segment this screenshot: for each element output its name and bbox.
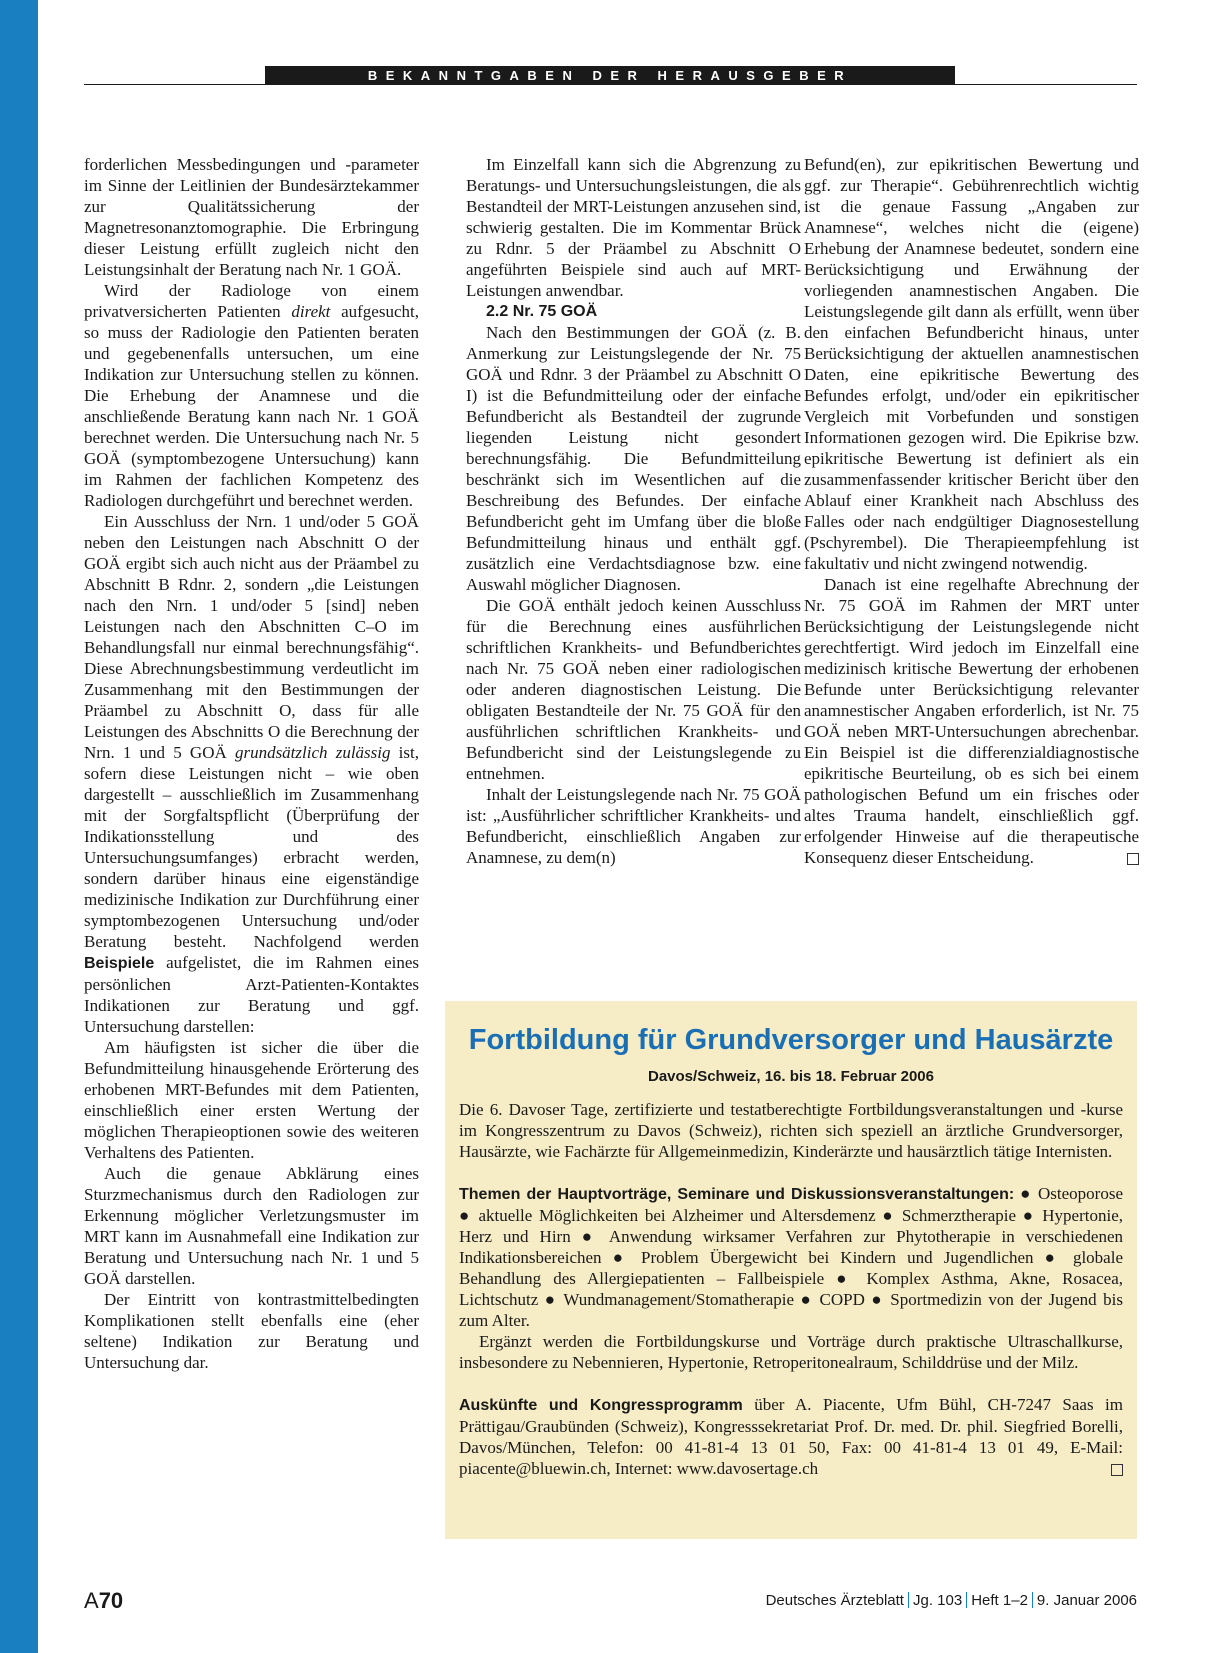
section-heading: 2.2 Nr. 75 GOÄ bbox=[486, 303, 598, 320]
text-run: Ein Ausschluss der Nrn. 1 und/oder 5 GOÄ neben den Leistungen nach Abschnitt O der GOÄ ergibt sich auch nicht aus der Präambel zu Abschnitt B Rdnr. 2, sondern „die Leistungen nach den Nrn. 1 und/oder 5 [sind] neben Leistungen nach den Abschnitten C–O im Behandlungsfall nur einmal berechnungsfähig“. Diese Abrechnungsbestimmung verdeutlicht im Zusammenhang mit den Bestimmungen der Präambel zu Abschnitt O, dass für alle Leistungen des Abschnitts O die Berechnung der Nrn. 1 und 5 GOÄ bbox=[84, 512, 419, 762]
paragraph: Die GOÄ enthält jedoch keinen Ausschluss für die Berechnung eines ausführlichen schriftlichen Krankheits- und Befundberichtes nach Nr. 75 GOÄ neben einer radiologischen oder anderen diagnostischen Leistung. Die obligaten Bestandteile der Nr. 75 GOÄ für den ausführlichen schriftlichen Krankheits- und Befundbericht sind der Leistungslegende zu entnehmen. bbox=[466, 596, 801, 783]
topics-label: Themen der Hauptvorträge, Seminare und Diskussionsveranstaltungen: bbox=[459, 1186, 1015, 1203]
paragraph: Am häufigsten ist sicher die über die Befundmitteilung hinausgehende Erörterung des erhobenen MRT-Befundes mit dem Patienten, einschließlich einer ersten Wertung der möglichen Therapieoptionen sowie des weiteren Verhaltens des Patienten. bbox=[84, 1038, 419, 1162]
paragraph: Nach den Bestimmungen der GOÄ (z. B. Anmerkung zur Leistungslegende der Nr. 75 GOÄ und Rdnr. 3 der Präambel zu Abschnitt O I) ist die Befundmitteilung oder der einfache Befundbericht als Bestandteil der zugrunde liegenden Leistung nicht gesondert berechnungsfähig. Die Befundmitteilung beschränkt sich im Wesentlichen auf die Beschreibung des Befundes. Der einfache Befundbericht geht im Umfang über die bloße Befundmitteilung hinaus und enthält ggf. zusätzlich eine Verdachtsdiagnose bzw. eine Auswahl möglicher Diagnosen. bbox=[466, 323, 801, 594]
text-run: ist, sofern diese Leistungen nicht – wie oben dargestellt – ausschließlich im Zusammenhang mit der Sorgfaltspflicht (Überprüfung der Indikationsstellung und des Untersuchungsumfanges) erbracht werden, sondern darüber hinaus eine eigenständige medizinische Indikation zur Durchführung einer symptombezogenen Untersuchung und/oder Beratung besteht. Nachfolgend werden bbox=[84, 743, 419, 951]
section-header-bar bbox=[265, 66, 955, 85]
text-run: Danach ist eine regelhafte Abrechnung der Nr. 75 GOÄ im Rahmen der MRT unter Berücksichtigung der Leistungslegende nicht gerechtfertigt. Wird jedoch im Einzelfall eine medizinisch kritische Bewertung der erhobenen Befunde unter Berücksichtigung relevanter anamnestischer Angaben erforderlich, ist Nr. 75 GOÄ neben MRT-Untersuchungen abrechenbar. Ein Beispiel ist die differenzialdiagnostische epikritische Beurteilung, ob es sich bei einem pathologischen Befund um ein frisches oder altes Trauma handelt, einschließlich ggf. erfolgender Hinweise auf die therapeutische Konsequenz dieser Entscheidung. bbox=[804, 575, 1139, 867]
text-run: aufgesucht, so muss der Radiologie den Patienten beraten und gegebenenfalls untersuchen, um eine Indikation zur Untersuchung stellen zu können. Die Erhebung der Anamnese und die anschließende Beratung kann nach Nr. 1 GOÄ berechnet werden. Die Untersuchung nach Nr. 5 GOÄ (symptombezogene Untersuchung) kann im Rahmen der fachlichen Kompetenz des Radiologen durchgeführt und berechnet werden. bbox=[84, 302, 419, 510]
journal-reference bbox=[766, 1591, 1137, 1611]
text-column-2 bbox=[466, 154, 801, 868]
paragraph: forderlichen Messbedingungen und -parameter im Sinne der Leitlinien der Bundesärztekammer zur Qualitätssicherung der Magnetresonanztomographie. Die Erbringung dieser Leistung erfüllt zugleich nicht den Leistungsinhalt der Beratung nach Nr. 1 GOÄ. bbox=[84, 155, 419, 279]
end-of-article-mark-icon bbox=[1127, 853, 1139, 865]
page-number-value: 70 bbox=[98, 1588, 124, 1613]
paragraph: Befund(en), zur epikritischen Bewertung und ggf. zur Therapie“. Gebührenrechtlich wichtig ist die genaue Fassung „Angaben zur Anamnese“, welches nicht die (eigene) Erhebung der Anamnese bedeutet, sondern eine Berücksichtigung und Erwähnung der vorliegenden anamnestischen Angaben. Die Leistungslegende gilt dann als erfüllt, wenn über den einfachen Befundbericht hinaus, unter Berücksichtigung der aktuellen anamnestischen Daten, eine epikritische Bewertung des Befundes erfolgt, und/oder ein epikritischer Vergleich mit Vorbefunden und sonstigen Informationen gezogen wird. Die Epikrise bzw. epikritische Bewertung ist definiert als ein zusammenfassender kritischer Bericht über den Ablauf einer Krankheit nach Abschluss des Falles oder nach endgültiger Diagnosestellung (Pschyrembel). Die Therapieempfehlung ist fakultativ und nicht zwingend notwendig. bbox=[804, 155, 1139, 573]
event-intro: Die 6. Davoser Tage, zertifizierte und testatberechtigte Fortbildungsveranstaltungen und -kurse im Kongresszentrum zu Davos (Schweiz), richten sich speziell an ärztliche Grundversorger, Hausärzte, wie Fachärzte für Allgemeinmedizin, Kinderärzte und hausärztlich tätige Internisten. bbox=[459, 1100, 1123, 1161]
page-prefix: A bbox=[84, 1588, 99, 1613]
emphasis: direkt bbox=[291, 302, 331, 321]
journal-date: 9. Januar 2006 bbox=[1036, 1592, 1137, 1609]
text-column-1 bbox=[84, 154, 419, 1373]
event-title: Fortbildung für Grundversorger und Hausärzte bbox=[468, 1024, 1114, 1056]
event-contact bbox=[459, 1394, 1123, 1479]
topics-list: ● Osteoporose ● aktuelle Möglichkeiten bei Alzheimer und Altersdemenz ● Schmerztherapie ● Hypertonie, Herz und Hirn ● Anwendung wirksamer Verfahren zur Phytotherapie in verschiedenen Indikationsbereichen ● Problem Übergewicht bei Kindern und Jugendlichen ● globale Behandlung des Allergiepatienten – Fallbeispiele ● Komplex Asthma, Akne, Rosacea, Lichtschutz ● Wundmanagement/Stomatherapie ● COPD ● Sportmedizin von der Jugend bis zum Alter. bbox=[459, 1184, 1124, 1330]
separator bbox=[908, 1592, 909, 1608]
contact-label: Auskünfte und Kongressprogramm bbox=[459, 1397, 743, 1414]
paragraph: Auch die genaue Abklärung eines Sturzmechanismus durch den Radiologen zur Erkennung möglicher Verletzungsmuster im MRT kann im Ausnahmefall eine Indikation zur Beratung und Untersuchung nach Nr. 1 und 5 GOÄ darstellen. bbox=[84, 1164, 419, 1288]
event-subtitle: Davos/Schweiz, 16. bis 18. Februar 2006 bbox=[648, 1068, 934, 1085]
text-run: Wird der Radiologe von einem privatversicherten Patienten bbox=[84, 281, 419, 321]
separator bbox=[966, 1592, 967, 1608]
event-body bbox=[459, 1099, 1123, 1479]
header-rule bbox=[84, 84, 1137, 85]
strong-text: Beispiele bbox=[84, 955, 155, 972]
separator bbox=[1032, 1592, 1033, 1608]
section-header-title: BEKANNTGABEN DER HERAUSGEBER bbox=[367, 68, 853, 83]
paragraph bbox=[84, 511, 419, 1037]
event-extra: Ergänzt werden die Fortbildungskurse und Vorträge durch praktische Ultraschallkurse, insbesondere zu Nebennieren, Hypertonie, Retroperitonealraum, Schilddrüse und der Milz. bbox=[459, 1332, 1123, 1372]
text-column-3 bbox=[804, 154, 1139, 868]
journal-volume: Jg. 103 bbox=[912, 1592, 963, 1609]
page-number bbox=[84, 1588, 123, 1614]
paragraph bbox=[804, 574, 1139, 868]
text-run: aufgelistet, die im Rahmen eines persönlichen Arzt-Patienten-Kontaktes Indikationen zur Beratung und ggf. Untersuchung darstellen: bbox=[84, 953, 419, 1036]
paragraph: Inhalt der Leistungslegende nach Nr. 75 GOÄ ist: „Ausführlicher schriftlicher Krankheits- und Befundbericht, einschließlich Angaben zur Anamnese, zu dem(n) bbox=[466, 785, 801, 867]
journal-issue: Heft 1–2 bbox=[971, 1592, 1028, 1609]
event-topics bbox=[459, 1183, 1123, 1331]
paragraph bbox=[84, 280, 419, 511]
journal-name: Deutsches Ärzteblatt bbox=[765, 1592, 904, 1609]
left-accent-stripe bbox=[0, 0, 38, 1653]
emphasis: grundsätzlich zulässig bbox=[234, 743, 391, 762]
event-info-box bbox=[445, 1001, 1137, 1539]
paragraph: Der Eintritt von kontrastmittelbedingten Komplikationen stellt ebenfalls eine (eher seltene) Indikation zur Beratung und Untersuchung dar. bbox=[84, 1290, 419, 1372]
paragraph: Im Einzelfall kann sich die Abgrenzung zu Beratungs- und Untersuchungsleistungen, die als Bestandteil der MRT-Leistungen anzusehen sind, schwierig gestalten. Die im Kommentar Brück zu Rdnr. 5 der Präambel zu Abschnitt O angeführten Beispiele sind auch auf MRT-Leistungen anwendbar. bbox=[466, 155, 801, 300]
contact-details: über A. Piacente, Ufm Bühl, CH-7247 Saas im Prättigau/Graubünden (Schweiz), Kongresssekretariat Prof. Dr. med. Dr. phil. Siegfried Borelli, Davos/München, Telefon: 00 41-81-4 13 01 50, Fax: 00 41-81-4 13 01 49, E-Mail: piacente@bluewin.ch, Internet: www.davosertage.ch bbox=[459, 1395, 1123, 1478]
end-of-box-mark-icon bbox=[1111, 1464, 1123, 1476]
